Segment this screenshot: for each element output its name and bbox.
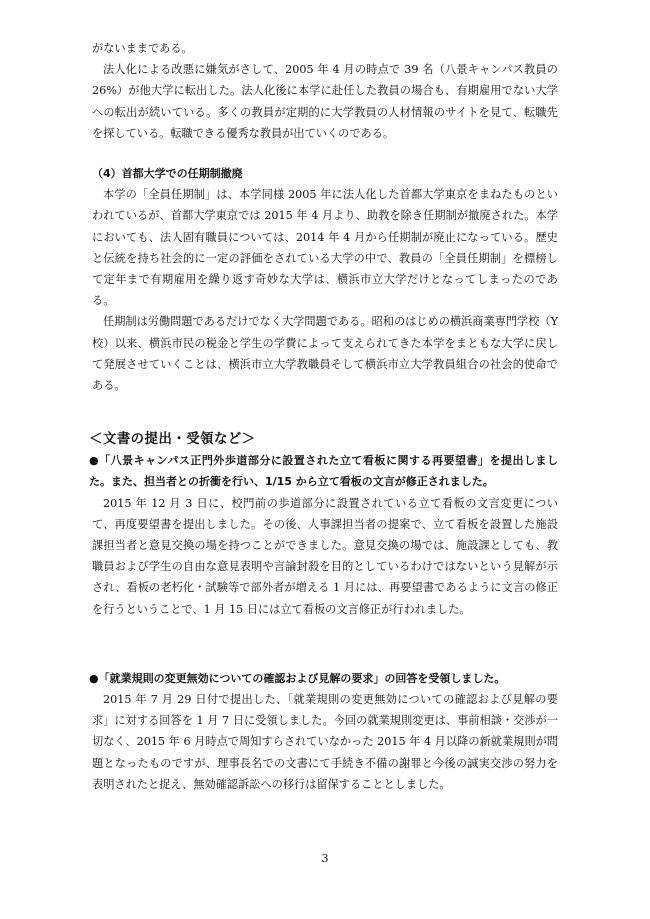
section-heading-4: （4）首都大学での任期制撤廃	[92, 167, 243, 181]
section-4-paragraph-2: 任期制は労働問題であるだけでなく大学問題である。昭和のはじめの横浜商業専門学校（Y 校）以来、横浜市民の税金と学生の学費によって支えられてきた本学をまともな大学に戻して発展させていくことは、横浜市立大学教職員そして横浜市立大学教員組合の社会的使命である。	[92, 315, 558, 393]
documents-heading: ＜文書の提出・受領など＞	[89, 432, 256, 448]
document-item-2-paragraph: 2015 年 7 月 29 日付で提出した、「就業規則の変更無効についての確認および見解の要求」に対する回答を 1 月 7 日に受領しました。今回の就業規則変更は、事前相談・交渉が一切なく、2015 年 6 月時点で周知すらされていなかった 2015 年 4 月以降の新就業規則が問題となったものですが、理事長名での文書にて手続き不備の謝罪と今後の誠実交渉の努力を表明されたと捉え、無効確認訴訟への移行は留保することとしました。	[92, 693, 558, 791]
spacer	[92, 396, 558, 430]
page-number: 3	[321, 852, 329, 865]
page-content	[89, 38, 558, 795]
intro-paragraph: 法人化による改悪に嫌気がさして、2005 年 4 月の時点で 39 名（八景キャンパス教員の 26%）が他大学に転出した。法人化後に本学に赴任した教員の場合も、有期雇用でない大学への転出が続いている。多くの教員が定期的に大学教員の人材情報のサイトを見て、転職先を探している。転職できる優秀な教員が出ていくのである。	[92, 63, 558, 140]
intro-continuation-line: がないままである。	[92, 42, 193, 55]
document-item-1-title: ●「八景キャンパス正門外歩道部分に設置された立て看板に関する再要望書」を提出しました。また、担当者との折衝を行い、1/15 から立て看板の文言が修正されました。	[89, 454, 558, 489]
section-4-paragraph-1: 本学の「全員任期制」は、本学同様 2005 年に法人化した首都大学東京をまねたものといわれているが、首都大学東京では 2015 年 4 月より、助教を除き任期制が撤廃された。本学においても、法人固有職員については、2014 年 4 月から任期制が廃止になっている。歴史と伝統を持ち社会的に一定の評価をされている大学の中で、教員の「全員任期制」を標榜して定年まで有期雇用を繰り返す奇妙な大学は、横浜市立大学だけとなってしまったのである。	[92, 188, 558, 308]
document-item-1-paragraph: 2015 年 12 月 3 日に、校門前の歩道部分に設置されている立て看板の文言変更について、再度要望書を提出しました。その後、人事課担当者の提案で、立て看板を設置した施設課担当者と意見交換の場を持つことができました。意見交換の場では、施設課としても、教職員および学生の自由な意見表明や言論封殺を目的としているわけではないという見解が示され、看板の老朽化・試験等で部外者が増える 1 月には、再要望書であるように文言の修正を行うということで、1 月 15 日には立て看板の文言修正が行われました。	[92, 496, 558, 616]
spacer	[92, 144, 558, 163]
spacer	[92, 620, 558, 668]
document-item-2-title: ●「就業規則の変更無効についての確認および見解の要求」の回答を受領しました。	[89, 671, 506, 685]
